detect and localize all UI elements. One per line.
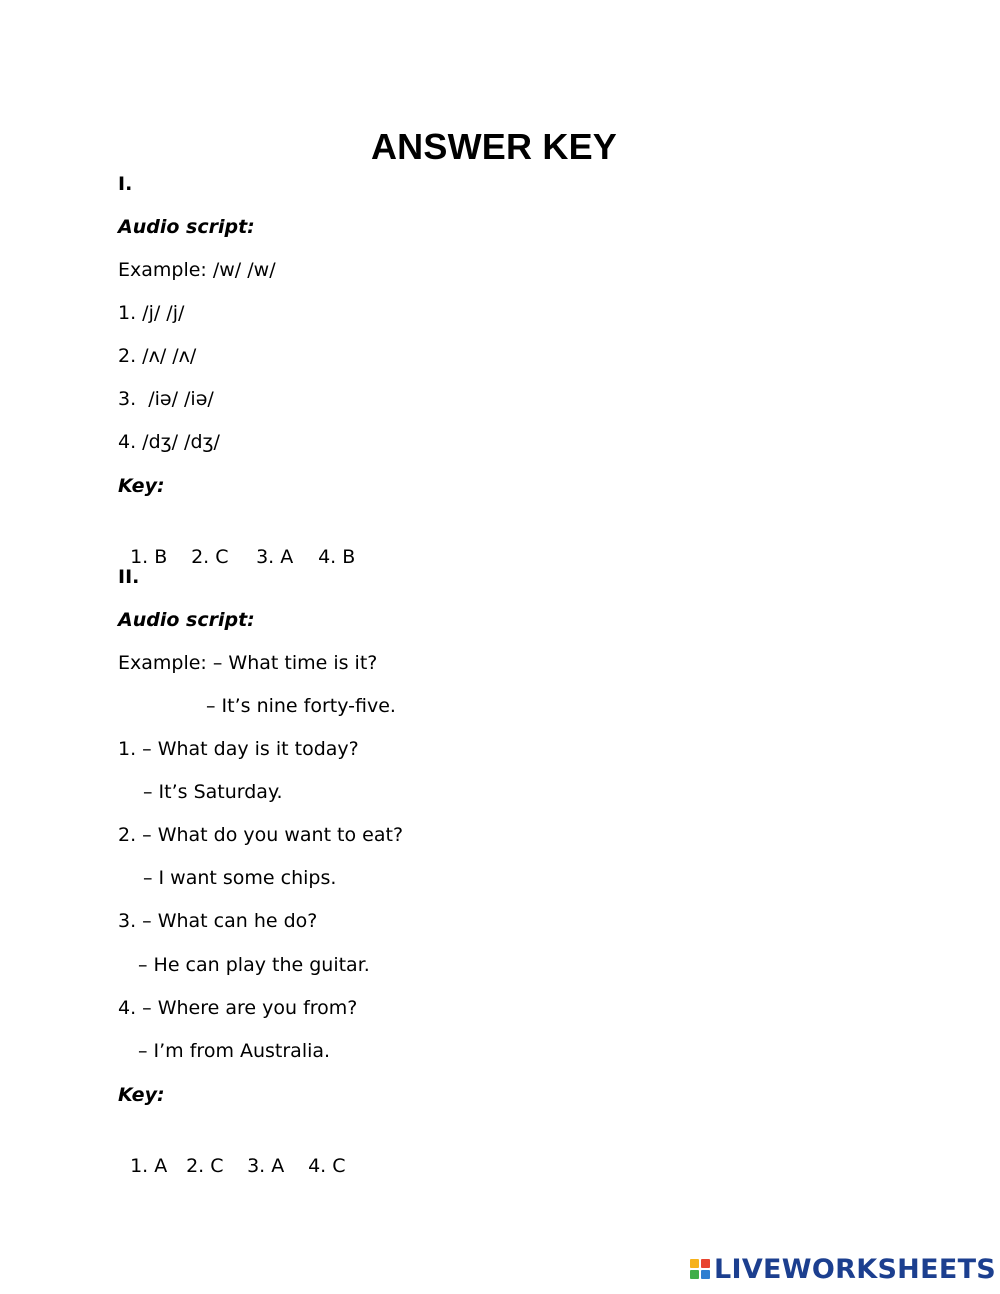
section-1-item-3: 3. /iə/ /iə/: [118, 388, 214, 410]
logo-block-4: [701, 1270, 710, 1279]
logo-mark-icon: [690, 1259, 710, 1279]
liveworksheets-logo: [690, 1252, 996, 1286]
logo-text: LIVEWORKSHEETS: [714, 1253, 997, 1285]
section-2-script-label: Audio script:: [118, 609, 255, 631]
section-2-example-answer: – It’s nine forty-five.: [206, 695, 396, 717]
section-1-item-4: 4. /dʒ/ /dʒ/: [118, 431, 220, 453]
logo-block-1: [690, 1259, 699, 1268]
section-2-answer-2: 2. C: [186, 1155, 224, 1177]
section-1-answer-1: 1. B: [130, 546, 168, 568]
section-2-heading: II.: [118, 566, 140, 588]
section-1-answer-3: 3. A: [256, 546, 294, 568]
logo-block-3: [690, 1270, 699, 1279]
section-2-dialogue-4-answer: – I’m from Australia.: [138, 1040, 331, 1062]
section-2-dialogue-2-answer: – I want some chips.: [143, 867, 337, 889]
section-2-answer-4: 4. C: [308, 1155, 346, 1177]
section-1-item-2: 2. /ʌ/ /ʌ/: [118, 345, 197, 367]
section-2-answers: [118, 1130, 346, 1178]
page-title: ANSWER KEY: [370, 126, 618, 167]
section-2-dialogue-3-answer: – He can play the guitar.: [138, 954, 370, 976]
section-1-script-label: Audio script:: [118, 216, 255, 238]
section-1-key-label: Key:: [118, 475, 165, 497]
section-2-dialogue-3-question: 3. – What can he do?: [118, 910, 318, 932]
section-1-item-1: 1. /j/ /j/: [118, 302, 185, 324]
section-2-dialogue-1-answer: – It’s Saturday.: [143, 781, 283, 803]
section-1-answer-2: 2. C: [191, 546, 229, 568]
section-1-answers: [118, 521, 355, 569]
section-2-key-label: Key:: [118, 1084, 165, 1106]
section-2-answer-3: 3. A: [247, 1155, 285, 1177]
section-2-dialogue-1-question: 1. – What day is it today?: [118, 738, 359, 760]
section-2-dialogue-2-question: 2. – What do you want to eat?: [118, 824, 404, 846]
logo-block-2: [701, 1259, 710, 1268]
section-1-heading: I.: [118, 173, 133, 195]
section-2-dialogue-4-question: 4. – Where are you from?: [118, 997, 358, 1019]
section-2-answer-1: 1. A: [130, 1155, 168, 1177]
section-1-example: Example: /w/ /w/: [118, 259, 276, 281]
section-2-example-question: Example: – What time is it?: [118, 652, 378, 674]
section-1-answer-4: 4. B: [318, 546, 356, 568]
